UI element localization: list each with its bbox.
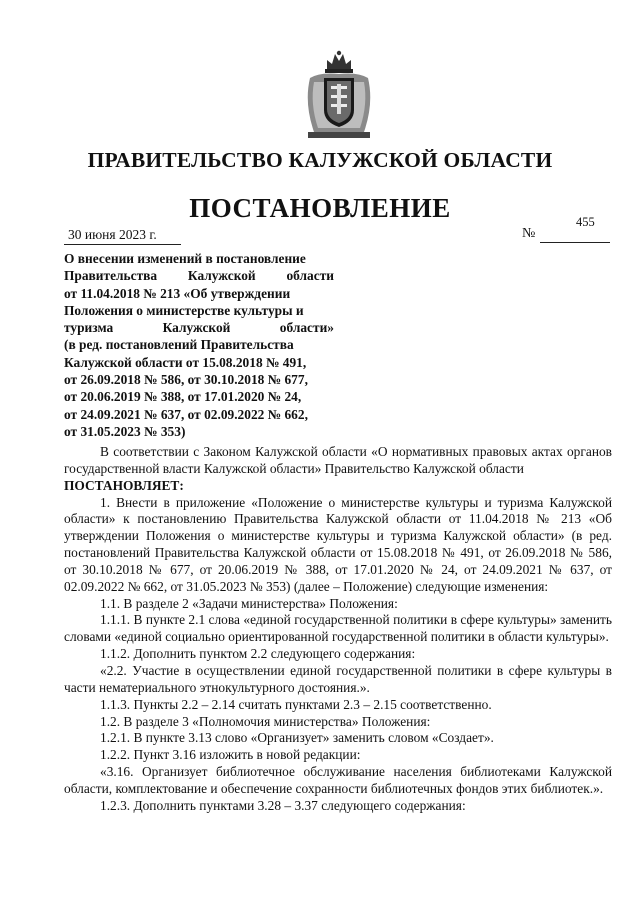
body-paragraph: 1.1. В разделе 2 «Задачи министерства» Положения: [100,595,398,611]
document-date: 30 июня 2023 г. [64,227,181,245]
body-paragraph: 1.2. В разделе 3 «Полномочия министерства» Положения: [100,713,431,729]
document-type: ПОСТАНОВЛЕНИЕ [189,193,451,223]
subject-line: от 24.09.2021 № 637, от 02.09.2022 № 662, [64,406,308,422]
subject-line: (в ред. постановлений Правительства [64,337,294,353]
body-paragraph: 1.2.2. Пункт 3.16 изложить в новой редакции: [100,747,361,763]
number-underline [540,242,610,243]
body-paragraph: 1.1.1. В пункте 2.1 слова «единой государственной политики в сфере культуры» заменить словами «единой социально ориентированной государственной политики в области культуры». [64,612,612,645]
number-sign: № [522,226,536,241]
subject-line: туризма Калужской области» [64,320,334,336]
document-number: 455 [576,215,595,229]
subject-line: от 20.06.2019 № 388, от 17.01.2020 № 24, [64,389,302,405]
subject-line: О внесении изменений в постановление [64,251,306,266]
coat-of-arms-icon [300,48,378,140]
subject-line: от 26.09.2018 № 586, от 30.10.2018 № 677, [64,372,308,388]
subject-line: Правительства Калужской области [64,268,334,284]
subject-line: от 11.04.2018 № 213 «Об утверждении [64,285,291,301]
preamble-paragraph: В соответствии с Законом Калужской области «О нормативных правовых актах органов государственной власти Калужской области» Правительство Калужской области [64,444,612,476]
body-paragraph: 1.2.3. Дополнить пунктами 3.28 – 3.37 следующего содержания: [100,797,466,813]
body-paragraph: «3.16. Организует библиотечное обслуживание населения библиотеками Калужской области, комплектование и обеспечение сохранности библиотечных фондов этих библиотек.». [64,764,612,796]
subject-line: Положения о министерстве культуры и [64,302,304,318]
body-paragraph: 1. Внести в приложение «Положение о министерстве культуры и туризма Калужской области» к постановлению Правительства Калужской области от 11.04.2018 № 213 «Об утверждении Положения о министерстве культуры и туризма Калужской области» (в ред. постановлений Правительства Калужской области от 15.08.2018 № 491, от 26.09.2018 № 586, от 30.10.2018 № 677, от 20.06.2019 № 388, от 17.01.2020 № 24, от 24.09.2021 № 637, от 02.09.2022 № 662, от 31.05.2023 № 353) (далее – Положение) следующие изменения: [64,494,612,594]
body-paragraph: 1.1.3. Пункты 2.2 – 2.14 считать пунктами 2.3 – 2.15 соответственно. [100,696,492,712]
decree-word: ПОСТАНОВЛЯЕТ: [64,477,184,493]
government-title: ПРАВИТЕЛЬСТВО КАЛУЖСКОЙ ОБЛАСТИ [87,148,553,172]
subject-line: Калужской области от 15.08.2018 № 491, [64,354,307,370]
document-subject [64,250,334,440]
body-paragraph: «2.2. Участие в осуществлении единой государственной политики в сфере культуры в части нематериального этнокультурного достояния.». [64,662,612,695]
document-body [64,444,612,815]
subject-line: от 31.05.2023 № 353) [64,423,186,439]
body-paragraph: 1.2.1. В пункте 3.13 слово «Организует» заменить словом «Создает». [100,730,494,746]
body-paragraph: 1.1.2. Дополнить пунктом 2.2 следующего содержания: [100,646,416,662]
